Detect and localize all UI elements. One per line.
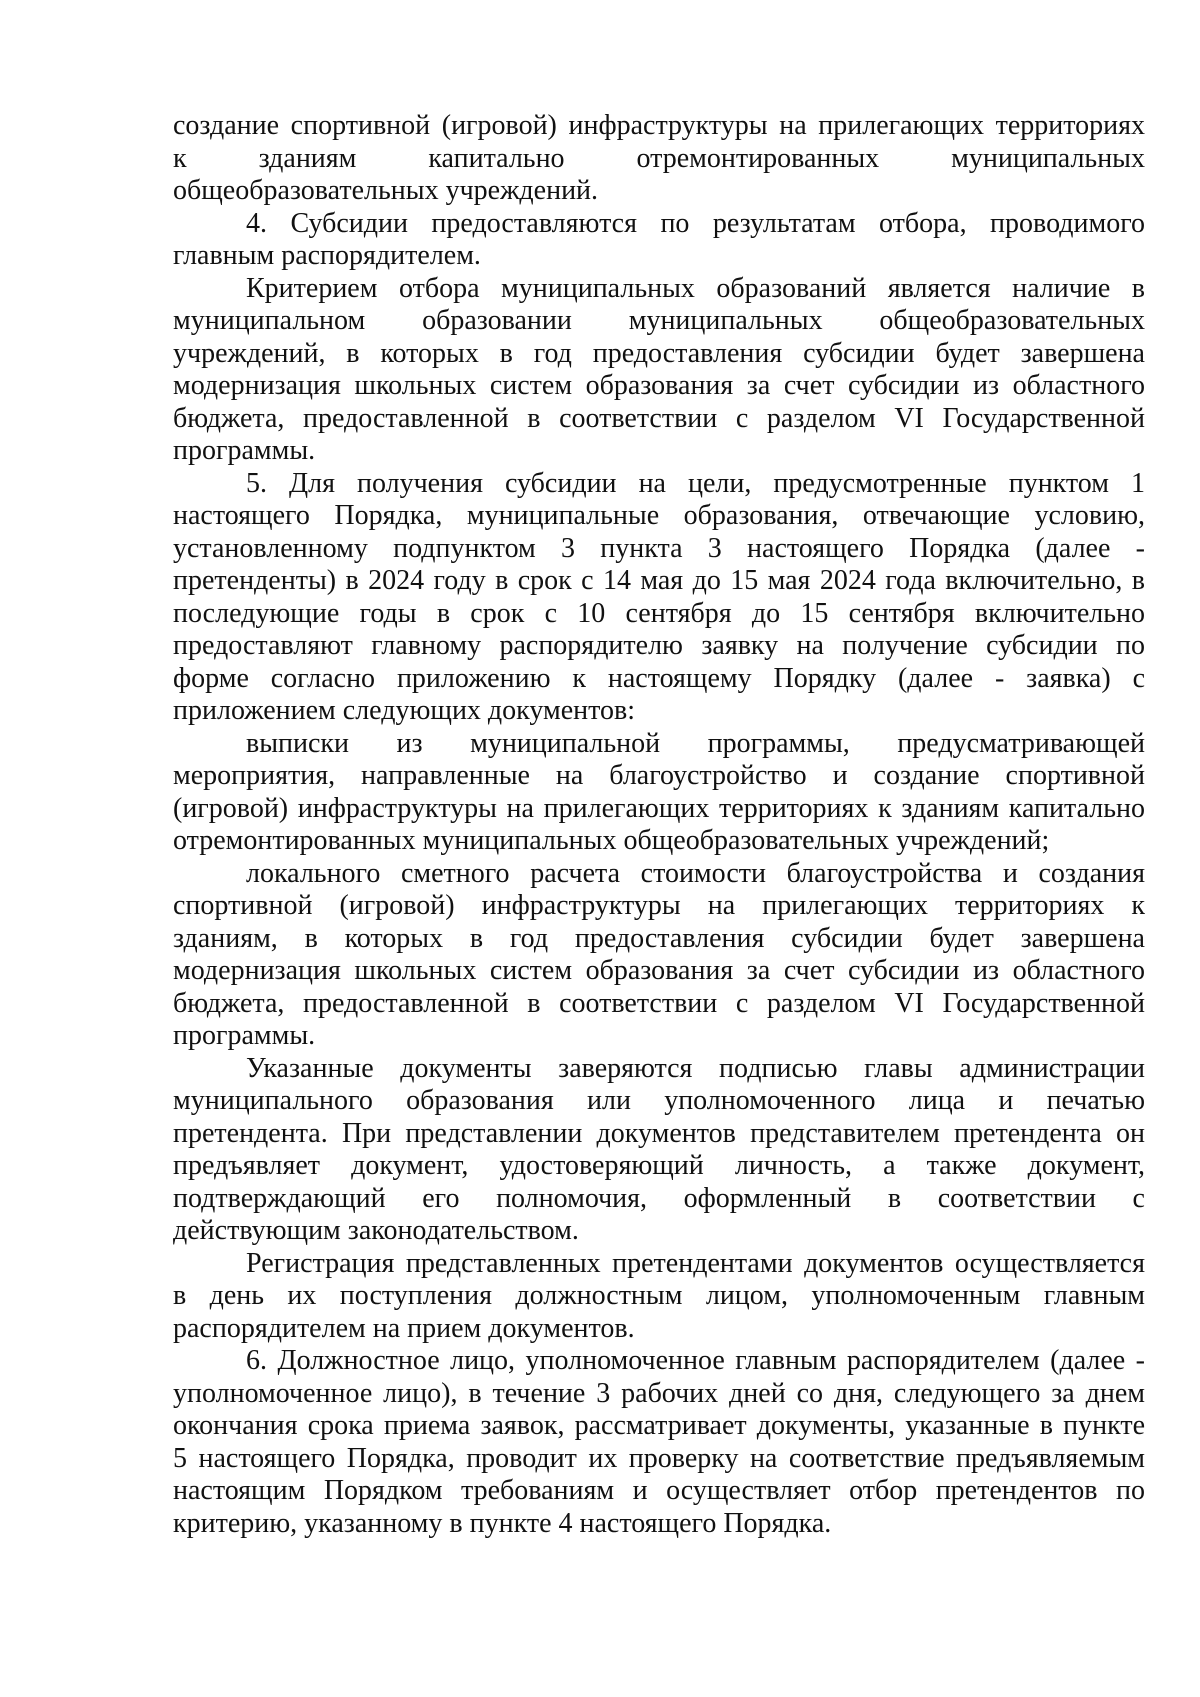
document-body-text <box>173 110 1145 1540</box>
text-line: модернизация школьных систем образования за счет субсидии из областного <box>173 955 1145 986</box>
text-line: муниципального образования или уполномоченного лица и печатью <box>173 1085 1145 1116</box>
text-line: общеобразовательных учреждений. <box>173 175 599 206</box>
text-line: локального сметного расчета стоимости благоустройства и создания <box>246 857 1145 889</box>
text-line: модернизация школьных систем образования за счет субсидии из областного <box>173 370 1145 401</box>
text-line: настоящим Порядком требованиям и осуществляет отбор претендентов по <box>173 1475 1145 1506</box>
text-line: уполномоченное лицо), в течение 3 рабочих дней со дня, следующего за днем <box>173 1377 1145 1409</box>
text-line: бюджета, предоставленной в соответствии с разделом VI Государственной <box>173 987 1145 1019</box>
text-line: зданиям, в которых в год предоставления субсидии будет завершена <box>173 922 1145 954</box>
text-line: окончания срока приема заявок, рассматривает документы, указанные в пункте <box>173 1410 1145 1441</box>
text-line: Регистрация представленных претендентами документов осуществляется <box>246 1247 1145 1279</box>
text-line: приложением следующих документов: <box>173 695 636 726</box>
text-line: предоставляют главному распорядителю заявку на получение субсидии по <box>173 630 1145 661</box>
text-line: в день их поступления должностным лицом, уполномоченным главным <box>173 1280 1145 1311</box>
text-line: программы. <box>173 1020 316 1051</box>
text-line: подтверждающий его полномочия, оформленный в соответствии с <box>173 1182 1145 1214</box>
text-line: создание спортивной (игровой) инфраструктуры на прилегающих территориях <box>173 110 1145 141</box>
text-line: настоящего Порядка, муниципальные образования, отвечающие условию, <box>173 500 1145 531</box>
text-line: действующим законодательством. <box>173 1215 579 1246</box>
text-line: (игровой) инфраструктуры на прилегающих территориях к зданиям капитально <box>173 792 1145 824</box>
text-line: претендента. При представлении документов представителем претендента он <box>173 1117 1145 1149</box>
text-line: 4. Субсидии предоставляются по результатам отбора, проводимого <box>246 207 1145 239</box>
text-line: бюджета, предоставленной в соответствии с разделом VI Государственной <box>173 402 1145 434</box>
text-line: установленному подпунктом 3 пункта 3 настоящего Порядка (далее - <box>173 532 1145 564</box>
text-line: мероприятия, направленные на благоустройство и создание спортивной <box>173 760 1145 791</box>
text-line: учреждений, в которых в год предоставления субсидии будет завершена <box>173 337 1145 369</box>
text-line: последующие годы в срок с 10 сентября до 15 сентября включительно <box>173 597 1145 629</box>
text-line: программы. <box>173 435 316 466</box>
text-line: выписки из муниципальной программы, предусматривающей <box>246 727 1145 759</box>
text-line: форме согласно приложению к настоящему Порядку (далее - заявка) с <box>173 662 1145 694</box>
text-line: претенденты) в 2024 году в срок с 14 мая до 15 мая 2024 года включительно, в <box>173 565 1145 596</box>
text-line: отремонтированных муниципальных общеобразовательных учреждений; <box>173 825 1050 856</box>
text-line: 6. Должностное лицо, уполномоченное главным распорядителем (далее - <box>246 1345 1145 1376</box>
text-line: критерию, указанному в пункте 4 настоящего Порядка. <box>173 1507 832 1539</box>
text-line: Указанные документы заверяются подписью главы администрации <box>246 1052 1145 1084</box>
text-line: главным распорядителем. <box>173 240 481 271</box>
text-line: муниципальном образовании муниципальных общеобразовательных <box>173 305 1145 336</box>
text-line: распорядителем на прием документов. <box>173 1312 635 1344</box>
text-line: Критерием отбора муниципальных образований является наличие в <box>246 272 1145 304</box>
text-line: к зданиям капитально отремонтированных муниципальных <box>173 142 1145 174</box>
text-line: спортивной (игровой) инфраструктуры на прилегающих территориях к <box>173 890 1145 921</box>
text-line: 5 настоящего Порядка, проводит их проверку на соответствие предъявляемым <box>173 1442 1145 1474</box>
text-line: 5. Для получения субсидии на цели, предусмотренные пунктом 1 <box>246 467 1145 499</box>
text-line: предъявляет документ, удостоверяющий личность, а также документ, <box>173 1150 1145 1181</box>
